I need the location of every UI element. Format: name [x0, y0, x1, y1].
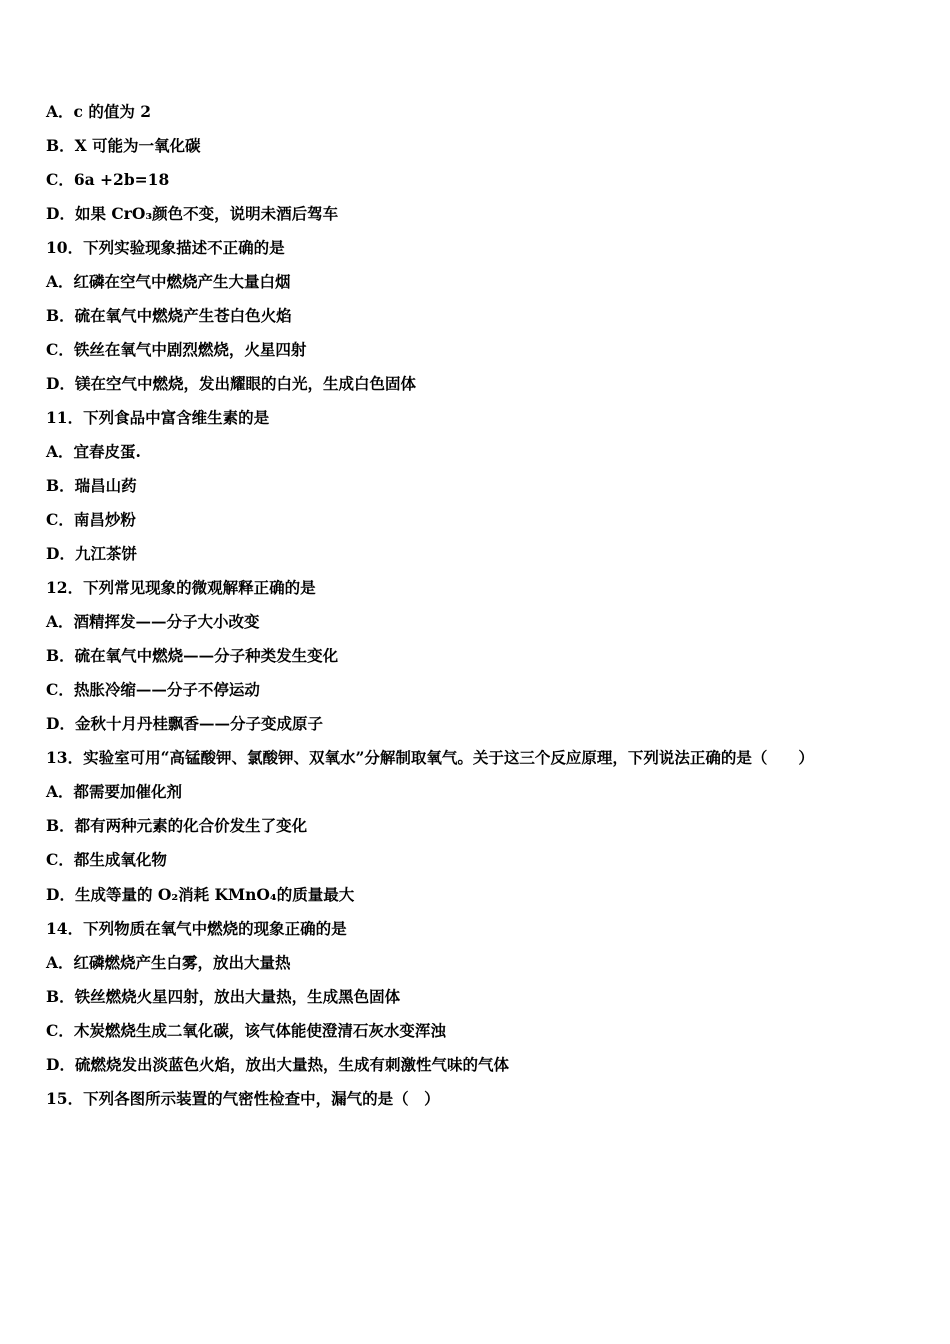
option-13a: A．都需要加催化剂 [46, 782, 183, 801]
question-11: 11．下列食品中富含维生素的是 [46, 408, 270, 427]
option-9a: A．c 的值为 2 [46, 102, 152, 121]
option-10a: A．红磷在空气中燃烧产生大量白烟 [46, 272, 291, 291]
option-12d: D．金秋十月丹桂飘香——分子变成原子 [46, 714, 323, 733]
option-13d: D．生成等量的 O₂消耗 KMnO₄的质量最大 [46, 885, 355, 904]
option-11c: C．南昌炒粉 [46, 510, 136, 529]
option-12b: B．硫在氧气中燃烧——分子种类发生变化 [46, 646, 339, 665]
option-14c: C．木炭燃烧生成二氧化碳，该气体能使澄清石灰水变浑浊 [46, 1021, 446, 1040]
option-11b: B．瑞昌山药 [46, 476, 137, 495]
question-14: 14．下列物质在氧气中燃烧的现象正确的是 [46, 919, 347, 938]
question-12: 12．下列常见现象的微观解释正确的是 [46, 578, 316, 597]
option-12c: C．热胀冷缩——分子不停运动 [46, 680, 260, 699]
option-11a: A．宜春皮蛋. [46, 442, 141, 461]
option-10c: C．铁丝在氧气中剧烈燃烧，火星四射 [46, 340, 307, 359]
option-9d: D．如果 CrO₃颜色不变，说明未酒后驾车 [46, 204, 339, 223]
question-15: 15．下列各图所示装置的气密性检查中，漏气的是（ ） [46, 1089, 440, 1108]
option-11d: D．九江茶饼 [46, 544, 137, 563]
option-10d: D．镁在空气中燃烧，发出耀眼的白光，生成白色固体 [46, 374, 416, 393]
option-13c: C．都生成氧化物 [46, 850, 167, 869]
option-14a: A．红磷燃烧产生白雾，放出大量热 [46, 953, 291, 972]
option-10b: B．硫在氧气中燃烧产生苍白色火焰 [46, 306, 292, 325]
option-9c: C．6a +2b=18 [46, 170, 170, 189]
option-12a: A．酒精挥发——分子大小改变 [46, 612, 260, 631]
option-9b: B．X 可能为一氧化碳 [46, 136, 201, 155]
question-10: 10．下列实验现象描述不正确的是 [46, 238, 285, 257]
option-14d: D．硫燃烧发出淡蓝色火焰，放出大量热，生成有刺激性气味的气体 [46, 1055, 509, 1074]
question-13: 13．实验室可用“高锰酸钾、氯酸钾、双氧水”分解制取氧气。关于这三个反应原理，下列说法正确的是（ ） [46, 748, 814, 767]
option-13b: B．都有两种元素的化合价发生了变化 [46, 816, 308, 835]
option-14b: B．铁丝燃烧火星四射，放出大量热，生成黑色固体 [46, 987, 401, 1006]
